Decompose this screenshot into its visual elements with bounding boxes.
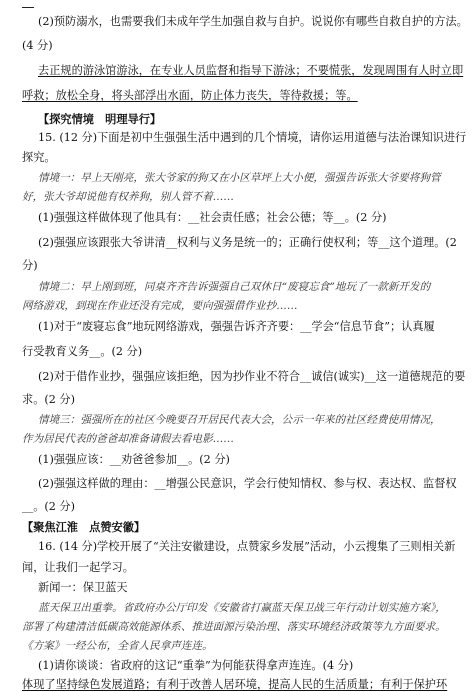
top-rule — [22, 7, 34, 8]
scenario-text: 好，张大爷却说他有权养狗，别人管不着…… — [22, 191, 234, 203]
news-text: 部署了构建清洁低碳高效能源体系、推进面源污染治理、落实环境经济政策等九方面要求。 — [22, 621, 446, 633]
sub-question-cont: __。(2 分) — [22, 500, 75, 513]
scenario-text: 网络游戏，到现在作业还没有完成，要向强强借作业抄…… — [22, 300, 298, 312]
sub-question: (2)强强这样做的理由：__增强公民意识，学会行使知情权、参与权、表达权、监督权 — [38, 477, 457, 490]
section-heading: 【探究情境 明理导行】 — [38, 112, 162, 126]
scenario-text: 情境一：早上天刚亮，张大爷家的狗又在小区草坪上大小便，强强告诉张大爷要将狗管 — [38, 172, 441, 184]
scenario-text: 作为居民代表的爸爸却准备请假去看电影…… — [22, 433, 234, 445]
sub-question-cont: 求。(2 分) — [22, 393, 75, 406]
answer-line: 呼救；放松全身，将头部浮出水面，防止体力丧失，等待救援；等。 — [22, 89, 358, 102]
sub-question: (1)强强这样做体现了他具有：__社会责任感；社会公德；等__。(2 分) — [38, 211, 387, 224]
sub-question-cont: 行受教育义务__。(2 分) — [22, 345, 143, 358]
sub-question: (1)对于“废寝忘食”地玩网络游戏，强强告诉齐齐要：__学会“信息节食”；认真履 — [38, 320, 435, 333]
question-14-2: (2)预防溺水，也需要我们未成年学生加强自救与自护。说说你有哪些自救自护的方法。 — [38, 15, 468, 28]
score-note: 分) — [22, 259, 38, 272]
score-note: (4 分) — [22, 39, 53, 52]
scenario-text: 情境三：强强所在的社区今晚要召开居民代表大会，公示一年来的社区经费使用情况， — [38, 414, 441, 426]
sub-question: (1)请你谈谈：省政府的这记“重拳”为何能获得拿声连连。(4 分) — [38, 659, 354, 672]
news-text: 《方案》一经公布，全省人民拿声连连。 — [22, 640, 213, 652]
sub-question: (1)强强应该：__劝爸爸参加__。(2 分) — [38, 453, 230, 466]
answer-line: 体现了坚持绿色发展道路；有利于改善人居环境，提高人民的生活质量；有利于保护环 — [22, 678, 448, 691]
scenario-text: 情境二：早上刚到班，同桌齐齐告诉强强自己双休日“废寝忘食”地玩了一款新开发的 — [38, 281, 431, 293]
question-15: 15. (12 分)下面是初中生强强生活中遇到的几个情境，请你运用道德与法治课知识进行 — [38, 131, 467, 144]
answer-line: 去正规的游泳馆游泳，在专业人员监督和指导下游泳；不要慌张，发现周围有人时立即 — [38, 64, 464, 77]
sub-question: (2)强强应该跟张大爷讲清__权利与义务是统一的；正确行使权利；等__这个道理。(2 — [38, 236, 457, 249]
section-heading: 【聚焦江淮 点赞安徽】 — [22, 520, 146, 534]
question-15-cont: 探究。 — [22, 151, 56, 164]
question-16: 16. (14 分)学校开展了“关注安徽建设，点赞家乡发展”活动，小云搜集了三则相关新 — [38, 540, 456, 553]
news-title: 新闻一：保卫蓝天 — [38, 581, 128, 594]
question-16-cont: 闻，让我们一起学习。 — [22, 561, 134, 574]
sub-question: (2)对于借作业抄，强强应该拒绝，因为抄作业不符合__诚信(诚实)__这一道德规范的要 — [38, 370, 466, 383]
news-text: 蓝天保卫出重拳。省政府办公厅印发《安徽省打赢蓝天保卫战三年行动计划实施方案》， — [38, 602, 446, 614]
